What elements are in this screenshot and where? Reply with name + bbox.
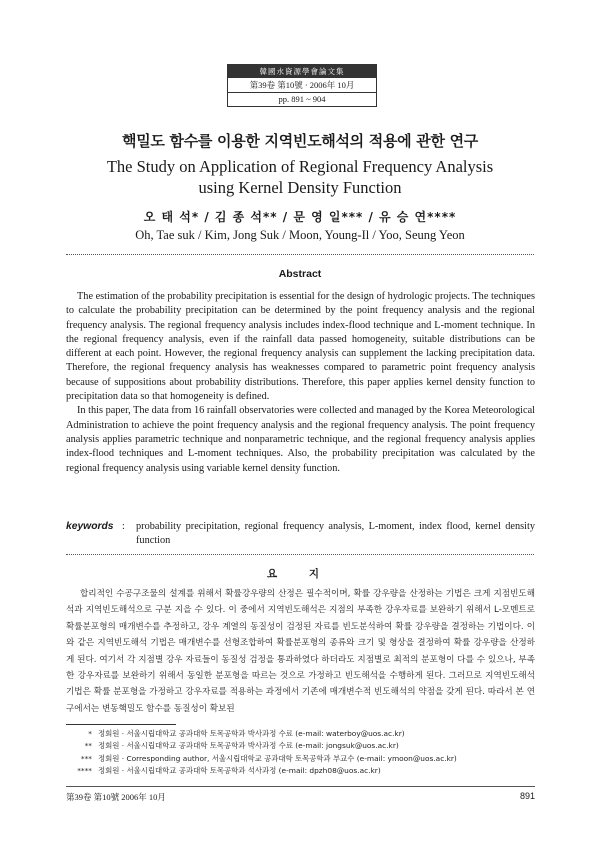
footnote-item — [66, 728, 535, 740]
page-footer — [66, 786, 535, 803]
footnote-mark: **** — [77, 765, 92, 775]
abstract-paragraph-1: The estimation of the probability precipitation is essential for the design of hydrologic projects. The techniques to calculate the probability precipitation can be determined by the point frequency analysis and the regional frequency analysis. The regional frequency analysis includes index-flood technique and L-moment technique. In the regional frequency analysis, even if the rainfall data passed homogeneity, suitable distributions can be different at each point. However, the regional frequency analysis can supplement the lacking precipitation data. Therefore, the regional frequency analysis has weaknesses compared to parametric point frequency analysis because of suppositions about probability distributions. Therefore, this paper applies kernel density function to precipitation data so that homogeneity is defined. — [66, 291, 535, 403]
footnote-mark: * — [88, 729, 92, 738]
keywords-colon: : — [122, 521, 125, 532]
footnote-text: 정회원 · 서울시립대학교 공과대학 토목공학과 박사과정 수료 (e-mail: jongsuk@uos.ac.kr) — [98, 741, 399, 751]
summary-body: 합리적인 수공구조물의 설계를 위해서 확률강우량의 산정은 필수적이며, 확률 강우량을 산정하는 기법은 크게 지점빈도해석과 지역빈도해석으로 구분 지을 수 있다. 이 중에서 지역빈도해석은 지점의 부족한 강우자료를 보완하기 위해서 L-모멘트로 확률분포형의 매개변수를 추정하고, 강우 계열의 동질성이 검정된 자료를 빈도분석하여 확률 강우량을 결정하는 기법이다. 이와 같은 지역빈도해석 기법은 매개변수를 선형조합하여 확률분포형의 종류와 크기 및 형상을 결정하여 확률 강우량을 산정하게 된다. 여기서 각 지점별 강우 자료들이 동질성 검정을 통과하였다 하더라도 지점별로 최적의 분포형이 다를 수 있으나, 부족한 강우자료를 보완하기 위해서 동일한 분포형을 따르는 것으로 가정하고 빈도해석을 수행하게 된다. 그러므로 지역빈도해석기법은 확률 분포형을 가정하고 강우자료를 적용하는 과정에서 기존에 매개변수적 빈도해석의 약점을 갖게 된다. 따라서 본 연구에서는 변동핵밀도 함수를 동질성이 확보된 — [66, 589, 535, 714]
footnote-text: 정회원 · Corresponding author, 서울시립대학교 공과대학 토목공학과 부교수 (e-mail: ymoon@uos.ac.kr) — [98, 753, 457, 763]
summary-heading: 요 지 — [267, 568, 333, 580]
footnote-item — [66, 753, 535, 765]
journal-info-box — [227, 64, 377, 107]
authors-korean: 오 태 석* / 김 종 석** / 문 영 일*** / 유 승 연**** — [143, 210, 457, 224]
journal-pages: pp. 891 ~ 904 — [278, 94, 326, 104]
authors-english: Oh, Tae suk / Kim, Jong Suk / Moon, Young-Il / Yoo, Seung Yeon — [135, 228, 465, 242]
keywords-text: probability precipitation, regional frequency analysis, L-moment, index flood, kernel density function — [136, 521, 535, 547]
footnote-item — [66, 765, 535, 777]
footnote-text: 정회원 · 서울시립대학교 공과대학 토목공학과 석사과정 (e-mail: dpzh08@uos.ac.kr) — [98, 765, 381, 775]
paper-title-english — [0, 156, 600, 198]
abstract-body — [66, 290, 535, 476]
footnote-mark: ** — [84, 741, 92, 751]
footnote-divider — [66, 724, 176, 725]
abstract-heading: Abstract — [278, 268, 322, 280]
page-number: 891 — [519, 791, 535, 801]
abstract-paragraph-2: In this paper, The data from 16 rainfall observatories were collected and managed by the Korea Meteorological Administration to achieve the point frequency analysis and the regional frequency analysis. The point frequency analysis applies parametric technique and nonparametric technique, and the regional frequency analysis applies index-flood techniques and L-moment techniques. Also, the probability precipitation was calculated by the regional frequency analysis using variable kernel density function. — [66, 405, 535, 474]
journal-name: 韓國水資源學會論文集 — [228, 65, 376, 78]
paper-title-english-line1: The Study on Application of Regional Frequency Analysis — [106, 157, 494, 176]
keywords-label: keywords — [66, 521, 114, 532]
footnote-mark: *** — [80, 753, 92, 763]
divider-middle — [66, 554, 534, 555]
paper-title-korean: 핵밀도 함수를 이용한 지역빈도해석의 적용에 관한 연구 — [122, 132, 478, 150]
divider-top — [66, 254, 534, 255]
footnote-item — [66, 740, 535, 752]
paper-title-english-line2: using Kernel Density Function — [198, 178, 402, 197]
footer-journal-issue: 第39卷 第10號 2006年 10月 — [66, 792, 166, 802]
footnotes — [66, 728, 535, 777]
keywords — [66, 520, 535, 549]
footnote-text: 정회원 · 서울시립대학교 공과대학 토목공학과 박사과정 수료 (e-mail: waterboy@uos.ac.kr) — [98, 729, 405, 738]
journal-volume: 第39卷 第10號 · 2006年 10月 — [228, 78, 376, 93]
